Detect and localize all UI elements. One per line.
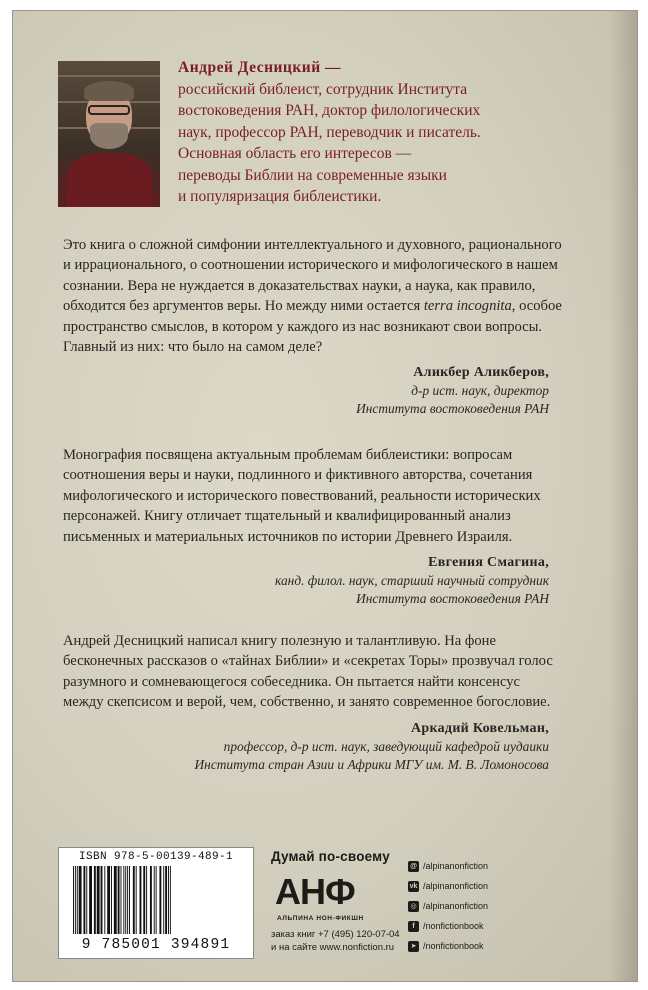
barcode-bar xyxy=(165,866,167,934)
reviewer-title: д-р ист. наук, директор xyxy=(411,383,549,399)
review-aliberov xyxy=(63,235,563,418)
publisher-logo xyxy=(273,870,357,910)
barcode-bar xyxy=(136,866,137,934)
vk-icon: vk xyxy=(409,882,418,890)
review-text: Это книга о сложной симфонии интеллектуального и духовного, рационального и иррационального, о соотношении исторического и мифологического в нашем сознании. Вера не нуждается в доказательствах науки, а наука, как правило, обходится без аргументов веры. Но между ними остается terra incognita, особое пространство смыслов, в котором у каждого из нас возникают свои вопросы. Главный из них: что было на самом деле? xyxy=(63,237,562,356)
barcode-bar xyxy=(129,866,130,934)
reviewer-institution: Института востоковедения РАН xyxy=(356,401,549,417)
social-handle: /nonfictionbook xyxy=(423,921,484,931)
order-website: и на сайте www.nonfiction.ru xyxy=(271,942,395,953)
barcode-bar xyxy=(94,866,96,934)
instagram-icon: ◎ xyxy=(408,901,419,912)
barcode-bars xyxy=(71,866,243,934)
social-handle: /alpinanonfiction xyxy=(423,881,489,891)
publisher-logo-text: АНФ xyxy=(275,871,355,910)
social-handle: /alpinanonfiction xyxy=(423,861,489,871)
barcode-bar xyxy=(159,866,161,934)
telegram-icon: ➤ xyxy=(408,941,419,952)
isbn-text: ISBN 978-5-00139-489-1 xyxy=(78,851,234,863)
author-bio xyxy=(178,57,608,208)
barcode-bar xyxy=(121,866,122,934)
reviewer-name: Аликбер Аликберов, xyxy=(413,365,549,381)
barcode-bar xyxy=(146,866,147,934)
barcode-bar xyxy=(127,866,128,934)
social-link xyxy=(408,876,598,896)
barcode-bar xyxy=(111,866,112,934)
barcode-bar xyxy=(168,866,169,934)
barcode-bar xyxy=(154,866,155,934)
barcode-bar xyxy=(156,866,157,934)
reviewer-name: Аркадий Ковельман, xyxy=(410,720,549,736)
social-link xyxy=(408,916,598,936)
barcode-bar xyxy=(125,866,126,934)
bio-line: наук, профессор РАН, переводчик и писатель. xyxy=(178,123,481,141)
isbn-barcode xyxy=(58,847,254,959)
social-links xyxy=(408,856,598,956)
order-info xyxy=(271,928,421,954)
barcode-bar xyxy=(79,866,82,934)
barcode-bar xyxy=(107,866,110,934)
barcode-bar xyxy=(150,866,152,934)
social-link xyxy=(408,856,598,876)
social-handle: /alpinanonfiction xyxy=(423,901,489,911)
bio-line: Основная область его интересов — xyxy=(178,145,412,162)
publisher-slogan: Думай по-своему xyxy=(271,849,390,864)
review-signature xyxy=(63,553,563,608)
review-text: Монография посвящена актуальным проблемам библеистики: вопросам соотношения веры и науки, подлинного и фиктивного авторства, сочетания мифологического и исторического повествований, реальности исторических персонажей. Книгу отличает тщательный и квалифицированный анализ письменных и материальных источников по истории Древнего Израиля. xyxy=(63,447,541,545)
barcode-bar xyxy=(77,866,78,934)
reviewer-name: Евгения Смагина, xyxy=(428,555,549,571)
reviewer-title: канд. филол. наук, старший научный сотрудник xyxy=(275,573,549,589)
barcode-bar xyxy=(140,866,142,934)
reviewer-title: профессор, д-р ист. наук, заведующий кафедрой иудаики xyxy=(223,738,549,754)
social-link xyxy=(408,896,598,916)
social-handle: /nonfictionbook xyxy=(423,941,484,951)
barcode-bar xyxy=(73,866,74,934)
barcode-bar xyxy=(170,866,171,934)
barcode-bar xyxy=(75,866,76,934)
bio-line: и популяризация библеистики. xyxy=(178,188,382,205)
reviewer-institution: Института востоковедения РАН xyxy=(356,591,549,607)
facebook-icon: f xyxy=(408,921,419,932)
bio-line: востоковедения РАН, доктор филологических xyxy=(178,102,481,119)
barcode-bar xyxy=(118,866,120,934)
barcode-bar xyxy=(89,866,92,934)
order-phone: заказ книг +7 (495) 120-07-04 xyxy=(271,929,400,940)
reviewer-institution: Института стран Азии и Африки МГУ им. М. В. Ломоносова xyxy=(194,756,549,772)
barcode-bar xyxy=(83,866,85,934)
barcode-digits: 9 785001 394891 xyxy=(81,937,231,953)
bio-line: переводы Библии на современные языки xyxy=(178,166,447,184)
review-signature xyxy=(63,363,563,418)
barcode-bar xyxy=(163,866,164,934)
review-kovelman xyxy=(63,631,563,774)
social-link xyxy=(408,936,598,956)
barcode-bar xyxy=(143,866,145,934)
publisher-block xyxy=(271,849,421,954)
author-photo xyxy=(58,61,160,207)
book-back-cover xyxy=(12,10,638,982)
bio-line: российский библеист, сотрудник Института xyxy=(178,80,468,98)
review-signature xyxy=(63,719,563,774)
barcode-bar xyxy=(104,866,105,934)
author-name: Андрей Десницкий — xyxy=(178,59,342,76)
mail-icon: @ xyxy=(408,861,419,872)
barcode-bar xyxy=(86,866,87,934)
barcode-bar xyxy=(101,866,103,934)
barcode-bar xyxy=(114,866,117,934)
review-smagina xyxy=(63,445,563,608)
barcode-bar xyxy=(123,866,124,934)
barcode-bar xyxy=(133,866,135,934)
publisher-logo-caption: АЛЬПИНА НОН-ФИКШН xyxy=(277,915,364,922)
barcode-bar xyxy=(97,866,100,934)
review-text: Андрей Десницкий написал книгу полезную и талантливую. На фоне бесконечных рассказов о «тайнах Библии» и «секретах Торы» прозвучал голос разумного и сомневающегося собеседника. Он пытается найти консенсус между скепсисом и верой, чем, собственно, и занято современное богословие. xyxy=(63,633,553,711)
